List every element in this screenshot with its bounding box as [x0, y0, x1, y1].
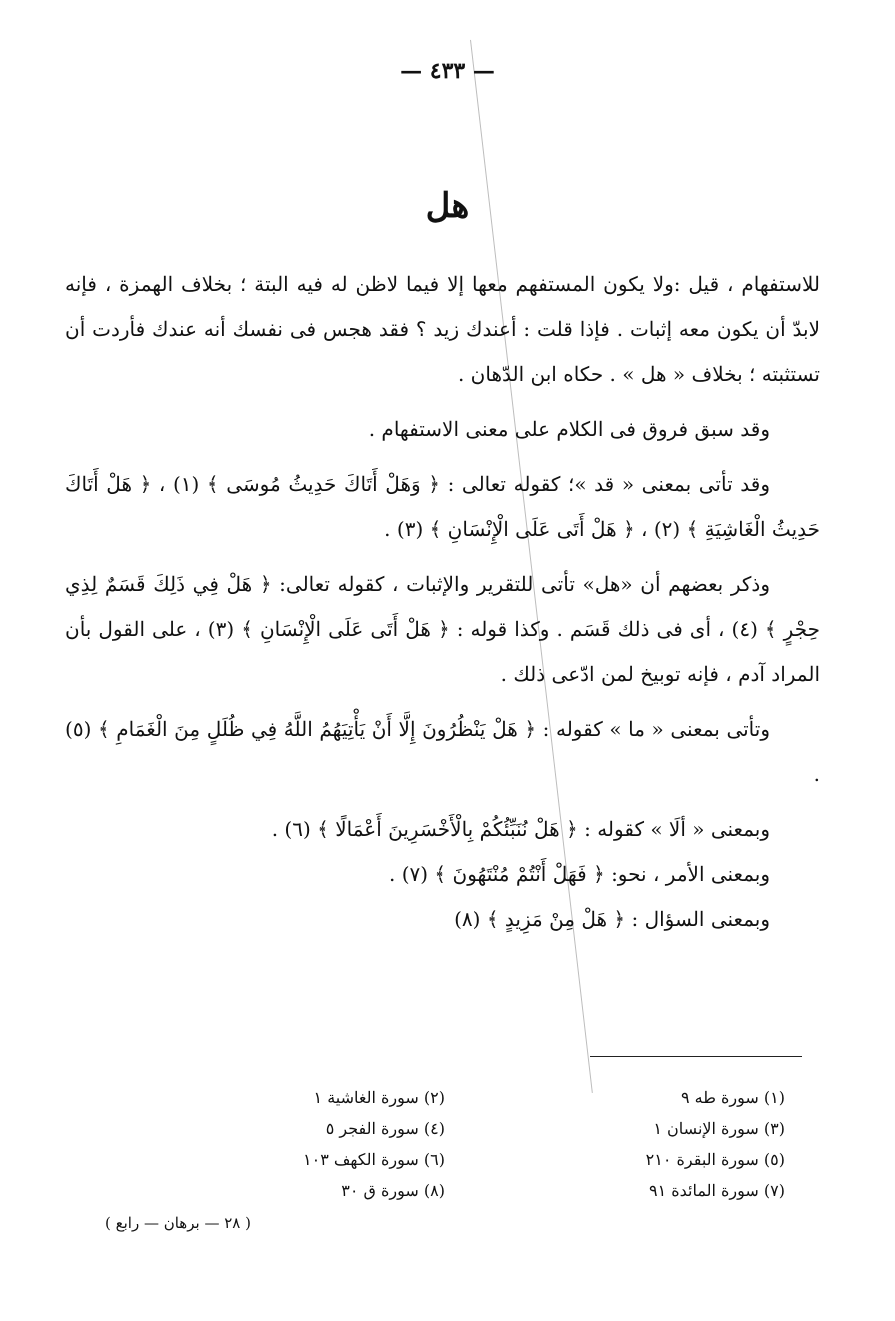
footnote-row — [0, 1088, 895, 1119]
footnote: (٦) سورة الكهف ١٠٣ — [303, 1150, 445, 1169]
section-heading: هل — [425, 186, 470, 226]
paragraph: وبمعنى الأمر ، نحو: ﴿ فَهَلْ أَنْتُمْ مُنْتَهُونَ ﴾ (٧) . — [388, 862, 770, 886]
footnote-row — [0, 1150, 895, 1181]
paragraph: وبمعنى السؤال : ﴿ هَلْ مِنْ مَزِيدٍ ﴾ (٨) — [454, 907, 770, 931]
footnote: (٨) سورة ق ٣٠ — [341, 1181, 445, 1200]
printer-signature: ( ٢٨ — برهان — رابع ) — [105, 1214, 251, 1232]
footnotes — [0, 1088, 895, 1212]
footnote: (٤) سورة الفجر ٥ — [325, 1119, 445, 1138]
footnote: (٧) سورة المائدة ٩١ — [649, 1181, 785, 1200]
footnote-divider — [590, 1056, 802, 1057]
paragraph: وقد سبق فروق فى الكلام على معنى الاستفهام . — [368, 417, 770, 441]
footnote: (٥) سورة البقرة ٢١٠ — [645, 1150, 785, 1169]
paragraph: وقد تأتى بمعنى « قد »؛ كقوله تعالى : ﴿ وَهَلْ أَتَاكَ حَدِيثُ مُوسَى ﴾ (١) ، ﴿ هَلْ أَتَاكَ حَدِيثُ الْغَاشِيَةِ ﴾ (٢) ، ﴿ هَلْ أَتَى عَلَى الْإِنْسَانِ ﴾ (٣) . — [65, 472, 820, 541]
footnote: (٣) سورة الإنسان ١ — [653, 1119, 785, 1138]
paragraph: وبمعنى « ألَا » كقوله : ﴿ هَلْ نُنَبِّئُكُمْ بِالْأَخْسَرِينَ أَعْمَالًا ﴾ (٦) . — [271, 817, 770, 841]
footnote: (١) سورة طه ٩ — [680, 1088, 785, 1107]
footnote-row — [0, 1181, 895, 1212]
paragraph: وذكر بعضهم أن «هل» تأتى للتقرير والإثبات ، كقوله تعالى: ﴿ هَلْ فِي ذَلِكَ قَسَمٌ لِذِي حِجْرٍ ﴾ (٤) ، أى فى ذلك قَسَم . وكذا قوله : ﴿ هَلْ أَتَى عَلَى الْإِنْسَانِ ﴾ (٣) ، على القول بأن المراد آدم ، فإنه توبيخ لمن ادّعى ذلك . — [65, 572, 820, 686]
page-number: — ٤٣٣ — — [400, 58, 495, 84]
footnote-row — [0, 1119, 895, 1150]
paragraph: للاستفهام ، قيل :ولا يكون المستفهم معها إلا فيما لاظن له فيه البتة ؛ بخلاف الهمزة ، فإنه لابدّ أن يكون معه إثبات . فإذا قلت : أعندك زيد ؟ فقد هجس فى نفسك أنه عندك فأردت أن تستثبته ؛ بخلاف « هل » . حكاه ابن الدّهان . — [65, 272, 820, 386]
paragraph: وتأتى بمعنى « ما » كقوله : ﴿ هَلْ يَنْظُرُونَ إِلَّا أَنْ يَأْتِيَهُمُ اللَّهُ فِي ظُلَلٍ مِنَ الْغَمَامِ ﴾ (٥) . — [65, 717, 820, 786]
body-text — [65, 262, 820, 942]
footnote: (٢) سورة الغاشية ١ — [313, 1088, 445, 1107]
